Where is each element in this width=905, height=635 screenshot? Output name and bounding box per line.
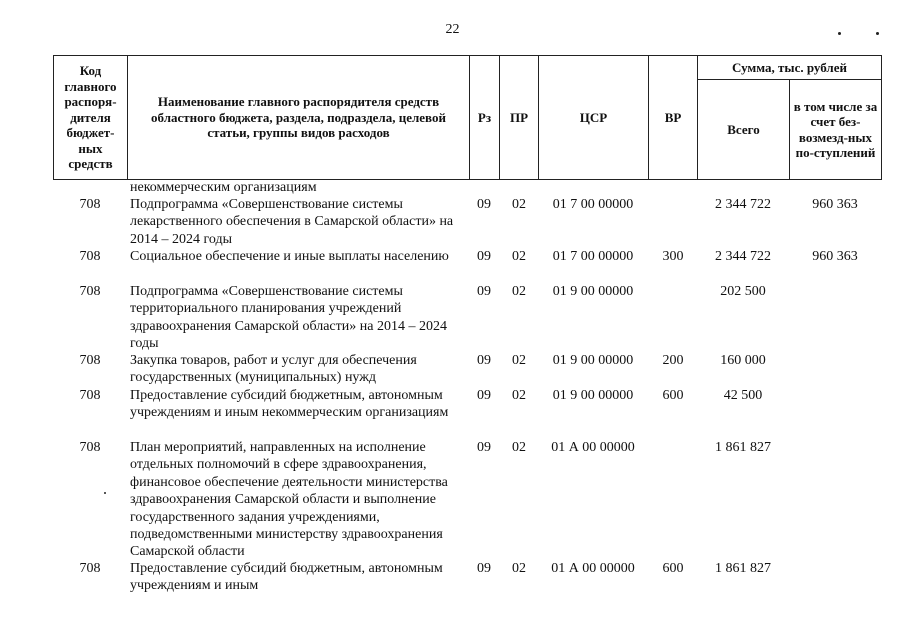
cell-rz: 09 [477,440,491,455]
col-header-csr: ЦСР [539,56,649,180]
cell-name: Подпрограмма «Совершенствование системы территориального планирования учреждений здравоохранения Самарской области» на 2014 – 2024 годы [130,284,447,352]
cell-csr: 01 А 00 00000 [551,561,635,576]
col-header-rz: Рз [470,56,500,180]
col-header-kod: Код главного распоря-дителя бюджет-ных средств [54,56,128,180]
cell-pr: 02 [512,353,526,368]
cell-csr: 01 7 00 00000 [552,197,634,212]
col-header-total: Всего [698,80,790,180]
cell-total: 2 344 722 [715,197,771,212]
cell-vr: 300 [662,249,684,264]
cell-pr: 02 [512,284,526,299]
cell-total: 2 344 722 [715,249,771,264]
cell-kod: 708 [79,440,101,455]
cell-rz: 09 [477,197,491,212]
table-row [53,248,881,283]
cell-rz: 09 [477,388,491,403]
cell-pr: 02 [512,388,526,403]
col-header-pr: ПР [500,56,539,180]
table-row [53,560,881,595]
table-row [53,439,881,560]
cell-total: 160 000 [720,353,766,368]
table-header [53,55,882,180]
cell-kod: 708 [79,353,101,368]
cell-csr: 01 9 00 00000 [552,284,634,299]
cell-free: 960 363 [812,197,858,212]
cell-name: Подпрограмма «Совершенствование системы лекарственного обеспечения в Самарской области» на 2014 – 2024 годы [130,197,454,247]
scan-speck [838,32,841,35]
cell-csr: 01 А 00 00000 [551,440,635,455]
table-row [53,387,881,439]
col-header-vr: ВР [649,56,698,180]
cell-kod: 708 [79,561,101,576]
page-number: 22 [445,22,460,37]
cell-rz: 09 [477,561,491,576]
cell-pr: 02 [512,440,526,455]
cell-name: Закупка товаров, работ и услуг для обеспечения государственных (муниципальных) нужд [130,353,417,386]
cell-csr: 01 7 00 00000 [552,249,634,264]
cell-name: План мероприятий, направленных на исполнение отдельных полномочий в сфере здравоохранения, финансовое обеспечение деятельности министерства здравоохранения Самарской области и выполнение государственного задания учреждениями, подведомственными министерству здравоохранения Самарской области [130,440,448,560]
col-header-sum: Сумма, тыс. рублей [698,56,882,80]
table-row [53,196,881,248]
col-header-name: Наименование главного распорядителя средств областного бюджета, раздела, подраздела, целевой статьи, группы видов расходов [128,56,470,180]
cell-kod: 708 [79,249,101,264]
table-row [53,283,881,352]
cell-pr: 02 [512,249,526,264]
cell-rz: 09 [477,249,491,264]
cell-vr: 600 [662,561,684,576]
cell-total: 42 500 [723,388,763,403]
cell-name: Предоставление субсидий бюджетным, автономным учреждениям и иным [130,561,443,594]
cell-total: 1 861 827 [715,561,771,576]
cell-rz: 09 [477,284,491,299]
cell-vr: 600 [662,388,684,403]
cell-vr: 200 [662,353,684,368]
cell-kod: 708 [79,388,101,403]
table-row [53,352,881,387]
cell-rz: 09 [477,353,491,368]
cell-csr: 01 9 00 00000 [552,388,634,403]
cell-kod: 708 [79,284,101,299]
cell-pr: 02 [512,197,526,212]
cell-total: 202 500 [720,284,766,299]
cell-name: Предоставление субсидий бюджетным, автономным учреждениям и иным некоммерческим организациям [130,388,449,421]
cell-free: 960 363 [812,249,858,264]
scan-speck [876,32,879,35]
cell-pr: 02 [512,561,526,576]
cell-name: Социальное обеспечение и иные выплаты населению [130,249,449,264]
cell-csr: 01 9 00 00000 [552,353,634,368]
cell-kod: 708 [79,197,101,212]
col-header-free: в том числе за счет без-возмезд-ных по-ступлений [790,80,882,180]
cell-name: некоммерческим организациям [130,180,317,195]
table-row [53,179,881,196]
table-body [53,180,881,595]
cell-total: 1 861 827 [715,440,771,455]
